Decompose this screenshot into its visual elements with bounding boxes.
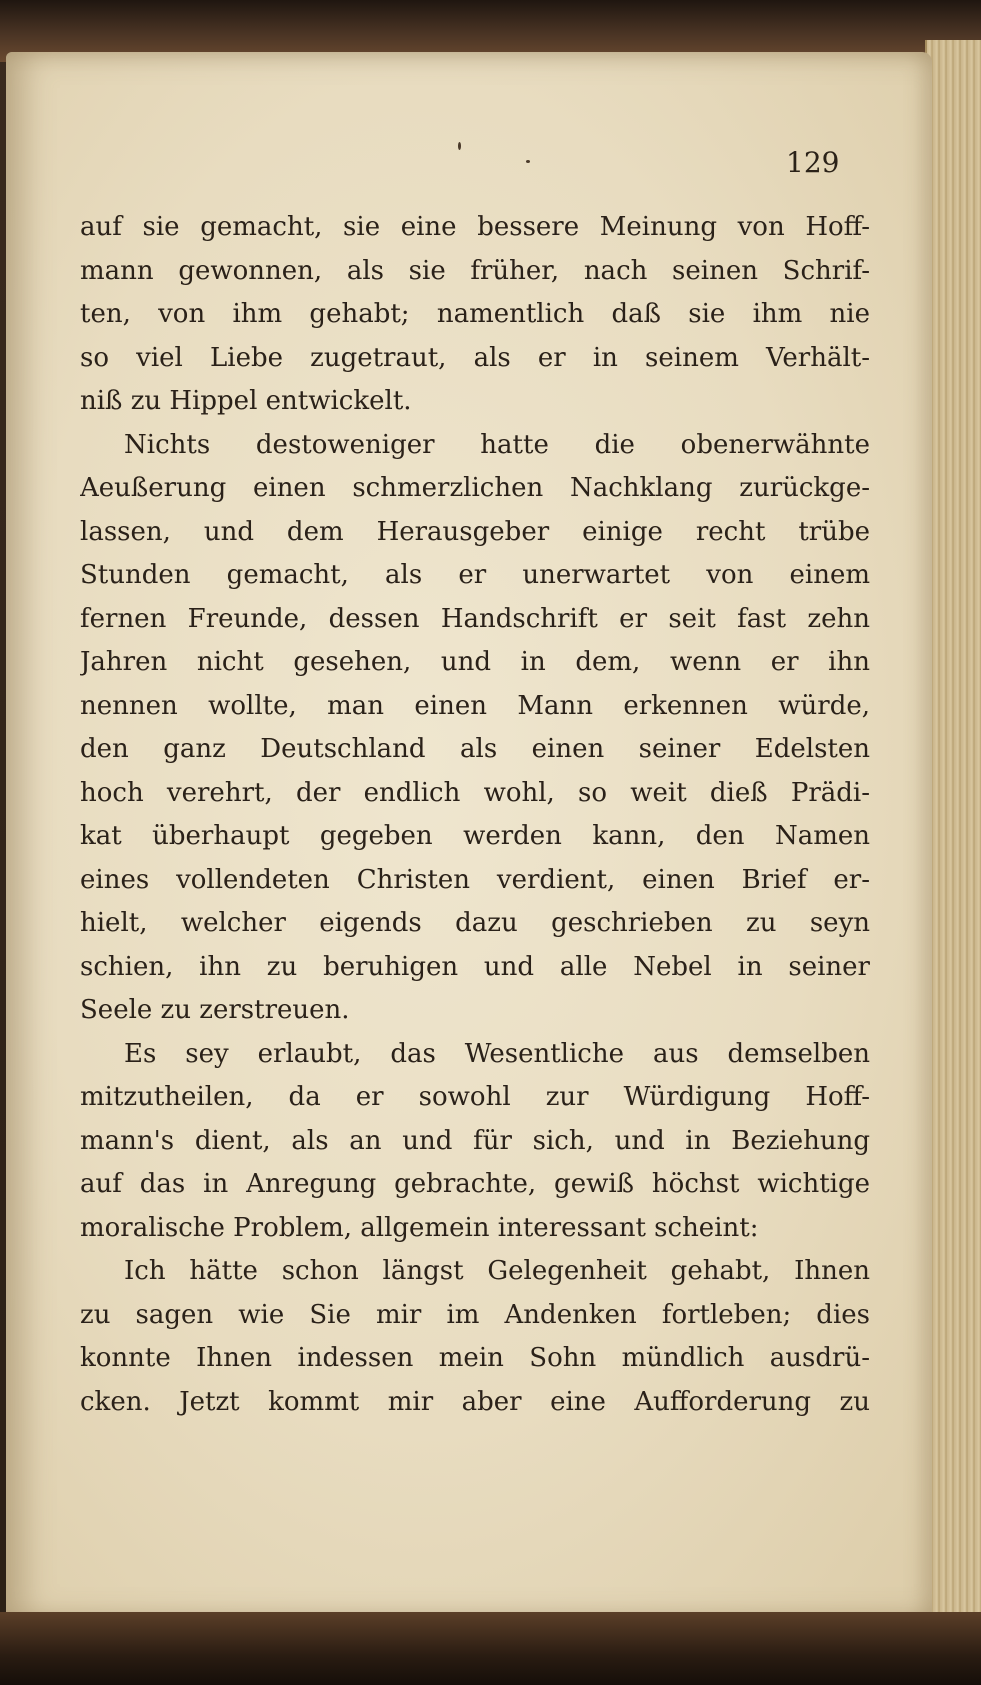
body-text <box>80 206 870 1424</box>
ink-speck <box>526 160 530 163</box>
text-line: hielt, welcher eigends dazu geschrieben zu seyn <box>80 908 870 938</box>
text-line: schien, ihn zu beruhigen und alle Nebel in seiner <box>80 951 870 982</box>
text-line: Aeußerung einen schmerzlichen Nachklang zurückge- <box>80 473 870 503</box>
text-line: hoch verehrt, der endlich wohl, so weit dieß Prädi- <box>80 777 870 808</box>
page-edges <box>925 40 981 1630</box>
text-line: auf das in Anregung gebrachte, gewiß höchst wichtige <box>80 1169 870 1199</box>
text-line: Es sey erlaubt, das Wesentliche aus demselben <box>124 1038 870 1069</box>
text-line: den ganz Deutschland als einen seiner Edelsten <box>80 734 870 764</box>
text-line: Jahren nicht gesehen, und in dem, wenn er ihn <box>80 647 870 677</box>
text-line: eines vollendeten Christen verdient, einen Brief er- <box>80 864 870 895</box>
text-line: Stunden gemacht, als er unerwartet von einem <box>80 560 870 590</box>
text-line: fernen Freunde, dessen Handschrift er seit fast zehn <box>80 603 870 634</box>
text-line: so viel Liebe zugetraut, als er in seinem Verhält- <box>80 342 870 373</box>
text-line: moralische Problem, allgemein interessant scheint: <box>80 1212 759 1243</box>
text-line: Ich hätte schon längst Gelegenheit gehabt, Ihnen <box>124 1256 870 1286</box>
text-line: lassen, und dem Herausgeber einige recht trübe <box>80 516 870 547</box>
text-line: zu sagen wie Sie mir im Andenken fortleben; dies <box>80 1299 870 1330</box>
text-line: Nichts destoweniger hatte die obenerwähnte <box>124 429 870 460</box>
book-binding-bottom <box>0 1612 981 1685</box>
text-line: nennen wollte, man einen Mann erkennen würde, <box>80 690 870 721</box>
text-line: mann's dient, als an und für sich, und in Beziehung <box>80 1125 870 1156</box>
page-number: 129 <box>786 146 840 179</box>
text-line: mitzutheilen, da er sowohl zur Würdigung Hoff- <box>80 1082 870 1112</box>
text-line: konnte Ihnen indessen mein Sohn mündlich ausdrü- <box>80 1343 870 1373</box>
text-line: auf sie gemacht, sie eine bessere Meinung von Hoff- <box>80 212 870 242</box>
text-line: mann gewonnen, als sie früher, nach seinen Schrif- <box>80 255 870 286</box>
ink-speck <box>458 142 461 150</box>
text-line: kat überhaupt gegeben werden kann, den Namen <box>80 821 870 851</box>
text-line: niß zu Hippel entwickelt. <box>80 386 412 416</box>
text-line: cken. Jetzt kommt mir aber eine Aufforderung zu <box>80 1386 870 1417</box>
text-line: Seele zu zerstreuen. <box>80 995 350 1025</box>
text-line: ten, von ihm gehabt; namentlich daß sie ihm nie <box>80 299 870 329</box>
